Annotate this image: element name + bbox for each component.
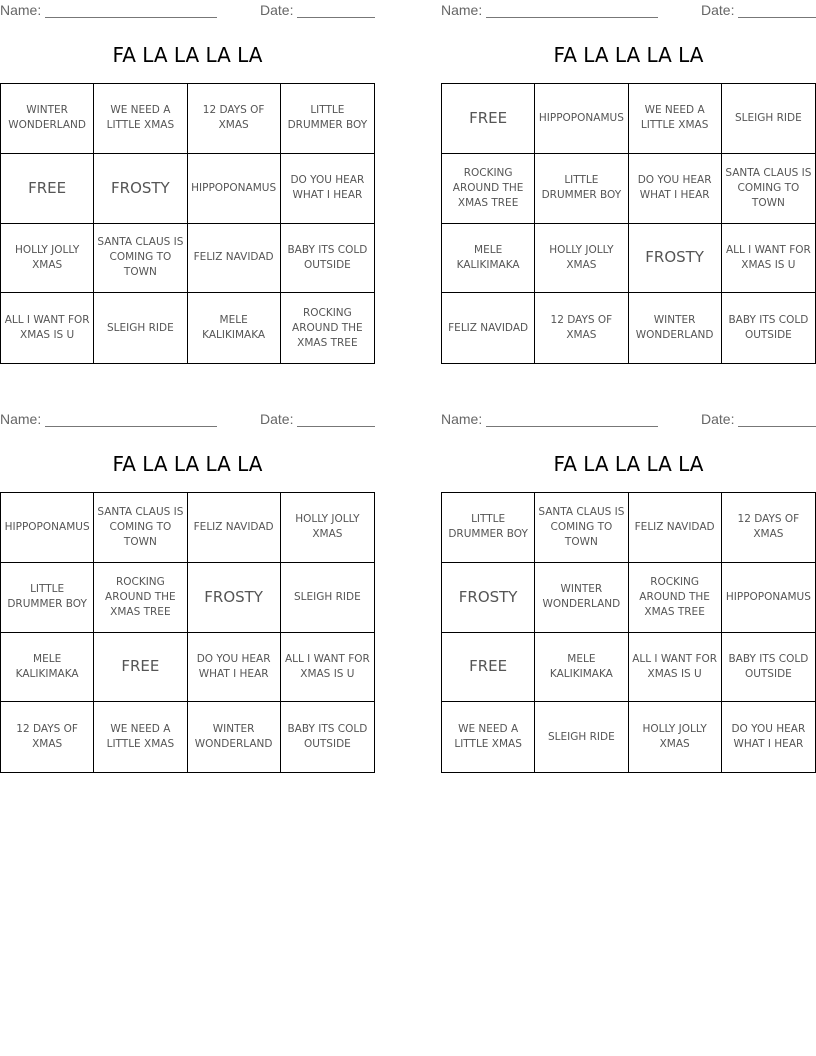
bingo-cell: SLEIGH RIDE [281,563,374,633]
bingo-card-3 [0,409,375,779]
card-header [0,409,375,429]
date-label: Date: [701,411,735,427]
bingo-cell: WINTER WONDERLAND [188,702,281,772]
bingo-cell: FROSTY [442,563,535,633]
bingo-cell: FROSTY [188,563,281,633]
bingo-card-1 [0,0,375,370]
bingo-cell: FELIZ NAVIDAD [188,224,281,294]
bingo-cell: BABY ITS COLD OUTSIDE [281,224,374,294]
bingo-cell: 12 DAYS OF XMAS [1,702,94,772]
bingo-cell: HOLLY JOLLY XMAS [281,493,374,563]
bingo-card-2 [441,0,816,370]
card-title: FA LA LA LA LA [112,452,263,476]
bingo-cell: HIPPOPONAMUS [188,154,281,224]
bingo-cell: 12 DAYS OF XMAS [535,293,628,363]
bingo-cell: MELE KALIKIMAKA [1,633,94,703]
bingo-cell: SLEIGH RIDE [535,702,628,772]
bingo-cell: LITTLE DRUMMER BOY [281,84,374,154]
date-label: Date: [260,411,294,427]
bingo-cell: ROCKING AROUND THE XMAS TREE [442,154,535,224]
bingo-cell: BABY ITS COLD OUTSIDE [722,633,815,703]
bingo-cell: DO YOU HEAR WHAT I HEAR [629,154,722,224]
bingo-cell: FREE [94,633,187,703]
bingo-cell: SANTA CLAUS IS COMING TO TOWN [94,493,187,563]
bingo-cell: FREE [442,633,535,703]
bingo-grid [0,492,375,773]
bingo-cell: ALL I WANT FOR XMAS IS U [281,633,374,703]
name-blank-line [486,2,658,18]
bingo-cell: FELIZ NAVIDAD [442,293,535,363]
date-label: Date: [701,2,735,18]
bingo-grid [441,492,816,773]
bingo-cell: FROSTY [629,224,722,294]
bingo-cell: FROSTY [94,154,187,224]
bingo-cell: SANTA CLAUS IS COMING TO TOWN [94,224,187,294]
bingo-cell: WE NEED A LITTLE XMAS [442,702,535,772]
bingo-cell: FELIZ NAVIDAD [629,493,722,563]
bingo-cell: FELIZ NAVIDAD [188,493,281,563]
date-blank-line [297,2,375,18]
card-header [441,0,816,20]
card-header [441,409,816,429]
card-header [0,0,375,20]
bingo-grid [441,83,816,364]
bingo-cell: HIPPOPONAMUS [722,563,815,633]
bingo-cell: LITTLE DRUMMER BOY [1,563,94,633]
name-blank-line [486,411,658,427]
card-title: FA LA LA LA LA [112,43,263,67]
bingo-cell: BABY ITS COLD OUTSIDE [287,723,368,751]
bingo-cell: WINTER WONDERLAND [629,293,722,363]
bingo-cell: ALL I WANT FOR XMAS IS U [1,293,94,363]
bingo-cell: SLEIGH RIDE [722,84,815,154]
bingo-cell: ROCKING AROUND THE XMAS TREE [629,563,722,633]
bingo-cell: MELE KALIKIMAKA [442,224,535,294]
date-blank-line [297,411,375,427]
card-title: FA LA LA LA LA [553,452,704,476]
bingo-cell: ROCKING AROUND THE XMAS TREE [292,306,363,349]
bingo-cell: WINTER WONDERLAND [1,84,94,154]
bingo-cell: 12 DAYS OF XMAS [188,84,281,154]
bingo-cell: WE NEED A LITTLE XMAS [629,84,722,154]
name-label: Name: [441,411,483,427]
bingo-cell: SANTA CLAUS IS COMING TO TOWN [535,493,628,563]
bingo-grid [0,83,375,364]
bingo-cell: BABY ITS COLD OUTSIDE [728,314,809,342]
name-blank-line [45,411,217,427]
bingo-cell: LITTLE DRUMMER BOY [535,154,628,224]
bingo-cell: FREE [442,84,535,154]
bingo-cell: WINTER WONDERLAND [535,563,628,633]
card-title: FA LA LA LA LA [553,43,704,67]
bingo-cell: HOLLY JOLLY XMAS [1,224,94,294]
bingo-cell: ROCKING AROUND THE XMAS TREE [94,563,187,633]
date-label: Date: [260,2,294,18]
bingo-cell: WE NEED A LITTLE XMAS [94,84,187,154]
bingo-cell: MELE KALIKIMAKA [188,293,281,363]
bingo-cell: LITTLE DRUMMER BOY [442,493,535,563]
date-blank-line [738,411,816,427]
bingo-cell: ALL I WANT FOR XMAS IS U [629,633,722,703]
bingo-cell: DO YOU HEAR WHAT I HEAR [731,723,806,751]
bingo-cell: SANTA CLAUS IS COMING TO TOWN [722,154,815,224]
bingo-cell: HIPPOPONAMUS [535,84,628,154]
bingo-cell: WE NEED A LITTLE XMAS [94,702,187,772]
bingo-cell: HIPPOPONAMUS [1,493,94,563]
bingo-cell: ALL I WANT FOR XMAS IS U [722,224,815,294]
bingo-cell: FREE [1,154,94,224]
bingo-cell: DO YOU HEAR WHAT I HEAR [281,154,374,224]
name-label: Name: [0,411,42,427]
date-blank-line [738,2,816,18]
name-blank-line [45,2,217,18]
name-label: Name: [441,2,483,18]
bingo-cell: HOLLY JOLLY XMAS [535,224,628,294]
bingo-cell: 12 DAYS OF XMAS [722,493,815,563]
bingo-cell: HOLLY JOLLY XMAS [629,702,722,772]
bingo-cell: DO YOU HEAR WHAT I HEAR [188,633,281,703]
name-label: Name: [0,2,42,18]
bingo-cell: SLEIGH RIDE [94,293,187,363]
bingo-cell: MELE KALIKIMAKA [535,633,628,703]
bingo-card-4 [441,409,816,779]
